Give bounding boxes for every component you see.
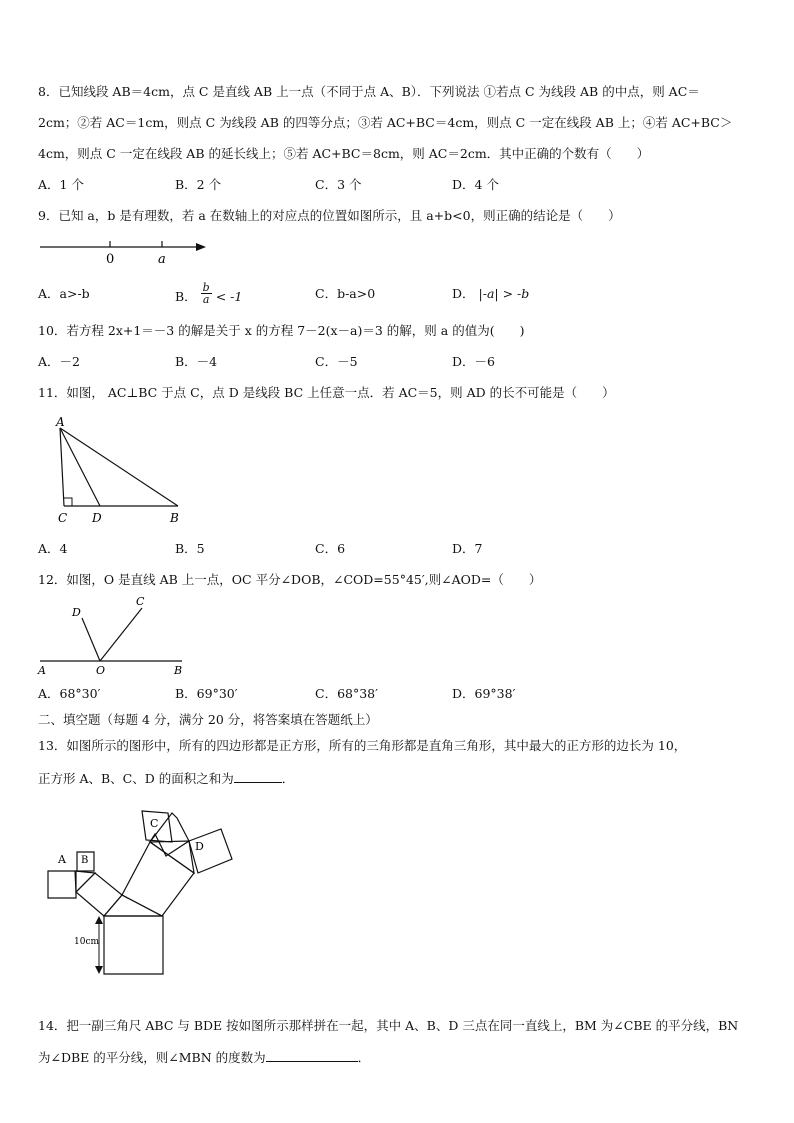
label-square-a: A [58, 853, 66, 866]
section-2-title: 二、填空题（每题 4 分，满分 20 分，将答案填在答题纸上） [38, 712, 378, 727]
q10-option-c[interactable]: C．－5 [315, 354, 358, 369]
q8-option-b[interactable]: B．2 个 [175, 177, 222, 192]
q10-option-d[interactable]: D．－6 [452, 354, 495, 369]
q8-option-a[interactable]: A．1 个 [38, 177, 84, 192]
right-small-triangle [150, 841, 194, 873]
label-zero: 0 [106, 252, 115, 267]
arrow-up-icon [95, 916, 103, 924]
q12-option-d[interactable]: D．69°38′ [452, 686, 516, 701]
q9-option-d[interactable] [452, 286, 529, 302]
square-a [48, 871, 76, 898]
right-angle-mark [64, 498, 72, 506]
q14-line-1: 14．把一副三角尺 ABC 与 BDE 按如图所示那样拼在一起，其中 A、B、D 三点在同一直线上，BM 为∠CBE 的平分线，BN [38, 1018, 739, 1033]
q11-option-d[interactable]: D．7 [452, 541, 483, 556]
fraction-numerator: b [202, 281, 210, 294]
label-point-d: D [92, 511, 102, 525]
q9-text: 9．已知 a，b 是有理数，若 a 在数轴上的对应点的位置如图所示，且 a+b<0，则正确的结论是（ ） [38, 208, 621, 223]
q9-number-line [38, 236, 210, 268]
q11-option-b[interactable]: B．5 [175, 541, 205, 556]
q12-option-c[interactable]: C．68°38′ [315, 686, 378, 701]
q14-line-2 [38, 1049, 370, 1066]
q13-line-2 [38, 770, 294, 787]
q8-option-d[interactable]: D．4 个 [452, 177, 499, 192]
q9-option-a[interactable]: A．a>-b [38, 286, 90, 301]
q11-option-c[interactable]: C．6 [315, 541, 346, 556]
largest-square [104, 916, 163, 974]
q11-text: 11．如图， AC⊥BC 于点 C，点 D 是线段 BC 上任意一点．若 AC＝5，则 AD 的长不可能是（ ） [38, 385, 615, 400]
q11-option-a[interactable]: A．4 [38, 541, 68, 556]
number-line-arrow [196, 243, 206, 251]
q9-option-b[interactable] [175, 281, 243, 309]
upper-right-square [122, 842, 194, 916]
label-square-b: B [81, 855, 89, 866]
q9-option-b-letter: B． [175, 289, 197, 304]
q13-line-2-text: 正方形 A、B、C、D 的面积之和为 [38, 771, 234, 786]
q14-answer-blank[interactable] [266, 1049, 358, 1062]
q12-angle-figure [34, 592, 194, 678]
q10-text: 10．若方程 2x+1＝－3 的解是关于 x 的方程 7－2(x－a)＝3 的解，则 a 的值为( ) [38, 323, 525, 338]
label-a: a [158, 252, 166, 267]
q13-line-2-end: ． [281, 771, 295, 786]
label-point-b: B [170, 511, 179, 525]
q13-pythagoras-tree-figure [42, 800, 242, 980]
q12-text: 12．如图，O 是直线 AB 上一点，OC 平分∠DOB，∠COD=55°45′,则∠AOD=（ ） [38, 572, 542, 587]
q11-triangle-figure [50, 414, 190, 528]
ray-oc [100, 608, 142, 661]
q9-option-d-expr: |-a| > -b [478, 286, 530, 301]
q12-option-a[interactable]: A．68°30′ [38, 686, 101, 701]
label-point-d: D [72, 606, 81, 619]
label-point-c: C [58, 511, 68, 525]
q8-line-3: 4cm，则点 C 一定在线段 AB 的延长线上；⑤若 AC+BC＝8cm，则 AC＝2cm．其中正确的个数有（ ） [38, 146, 650, 161]
arrow-down-icon [95, 966, 103, 974]
q10-option-b[interactable]: B．－4 [175, 354, 218, 369]
label-square-d: D [195, 840, 204, 853]
q9-option-b-rest: < -1 [215, 289, 243, 304]
segment-ac [60, 428, 64, 506]
q13-answer-blank[interactable] [234, 770, 282, 783]
label-point-o: O [96, 664, 106, 677]
q9-option-c[interactable]: C．b-a>0 [315, 286, 376, 301]
ray-od [82, 618, 100, 661]
left-small-triangle [75, 871, 95, 892]
q14-line-2-text: 为∠DBE 的平分线，则∠MBN 的度数为 [38, 1050, 266, 1065]
q10-option-a[interactable]: A．－2 [38, 354, 80, 369]
segment-ab [60, 428, 178, 506]
q12-option-b[interactable]: B．69°30′ [175, 686, 238, 701]
q14-line-2-end: ． [357, 1050, 371, 1065]
q8-option-c[interactable]: C．3 个 [315, 177, 362, 192]
label-side-length: 10cm [74, 937, 100, 947]
label-point-a: A [38, 664, 46, 677]
q13-line-1: 13．如图所示的图形中，所有的四边形都是正方形，所有的三角形都是直角三角形，其中最大的正方形的边长为 10， [38, 738, 687, 753]
label-point-c: C [136, 595, 145, 608]
label-point-b: B [174, 664, 183, 677]
segment-ad [60, 428, 100, 506]
upper-left-square [76, 873, 122, 916]
label-point-a: A [56, 415, 65, 429]
label-square-c: C [150, 817, 159, 830]
fraction-denominator: a [202, 293, 210, 306]
q9-option-b-fraction [201, 282, 212, 305]
q9-option-d-letter: D． [452, 286, 475, 301]
q8-line-2: 2cm；②若 AC＝1cm，则点 C 为线段 AB 的四等分点；③若 AC+BC＝4cm，则点 C 一定在线段 AB 上；④若 AC+BC＞ [38, 115, 733, 130]
q8-line-1: 8．已知线段 AB＝4cm，点 C 是直线 AB 上一点（不同于点 A、B）．下列说法 ①若点 C 为线段 AB 的中点，则 AC＝ [38, 84, 700, 99]
